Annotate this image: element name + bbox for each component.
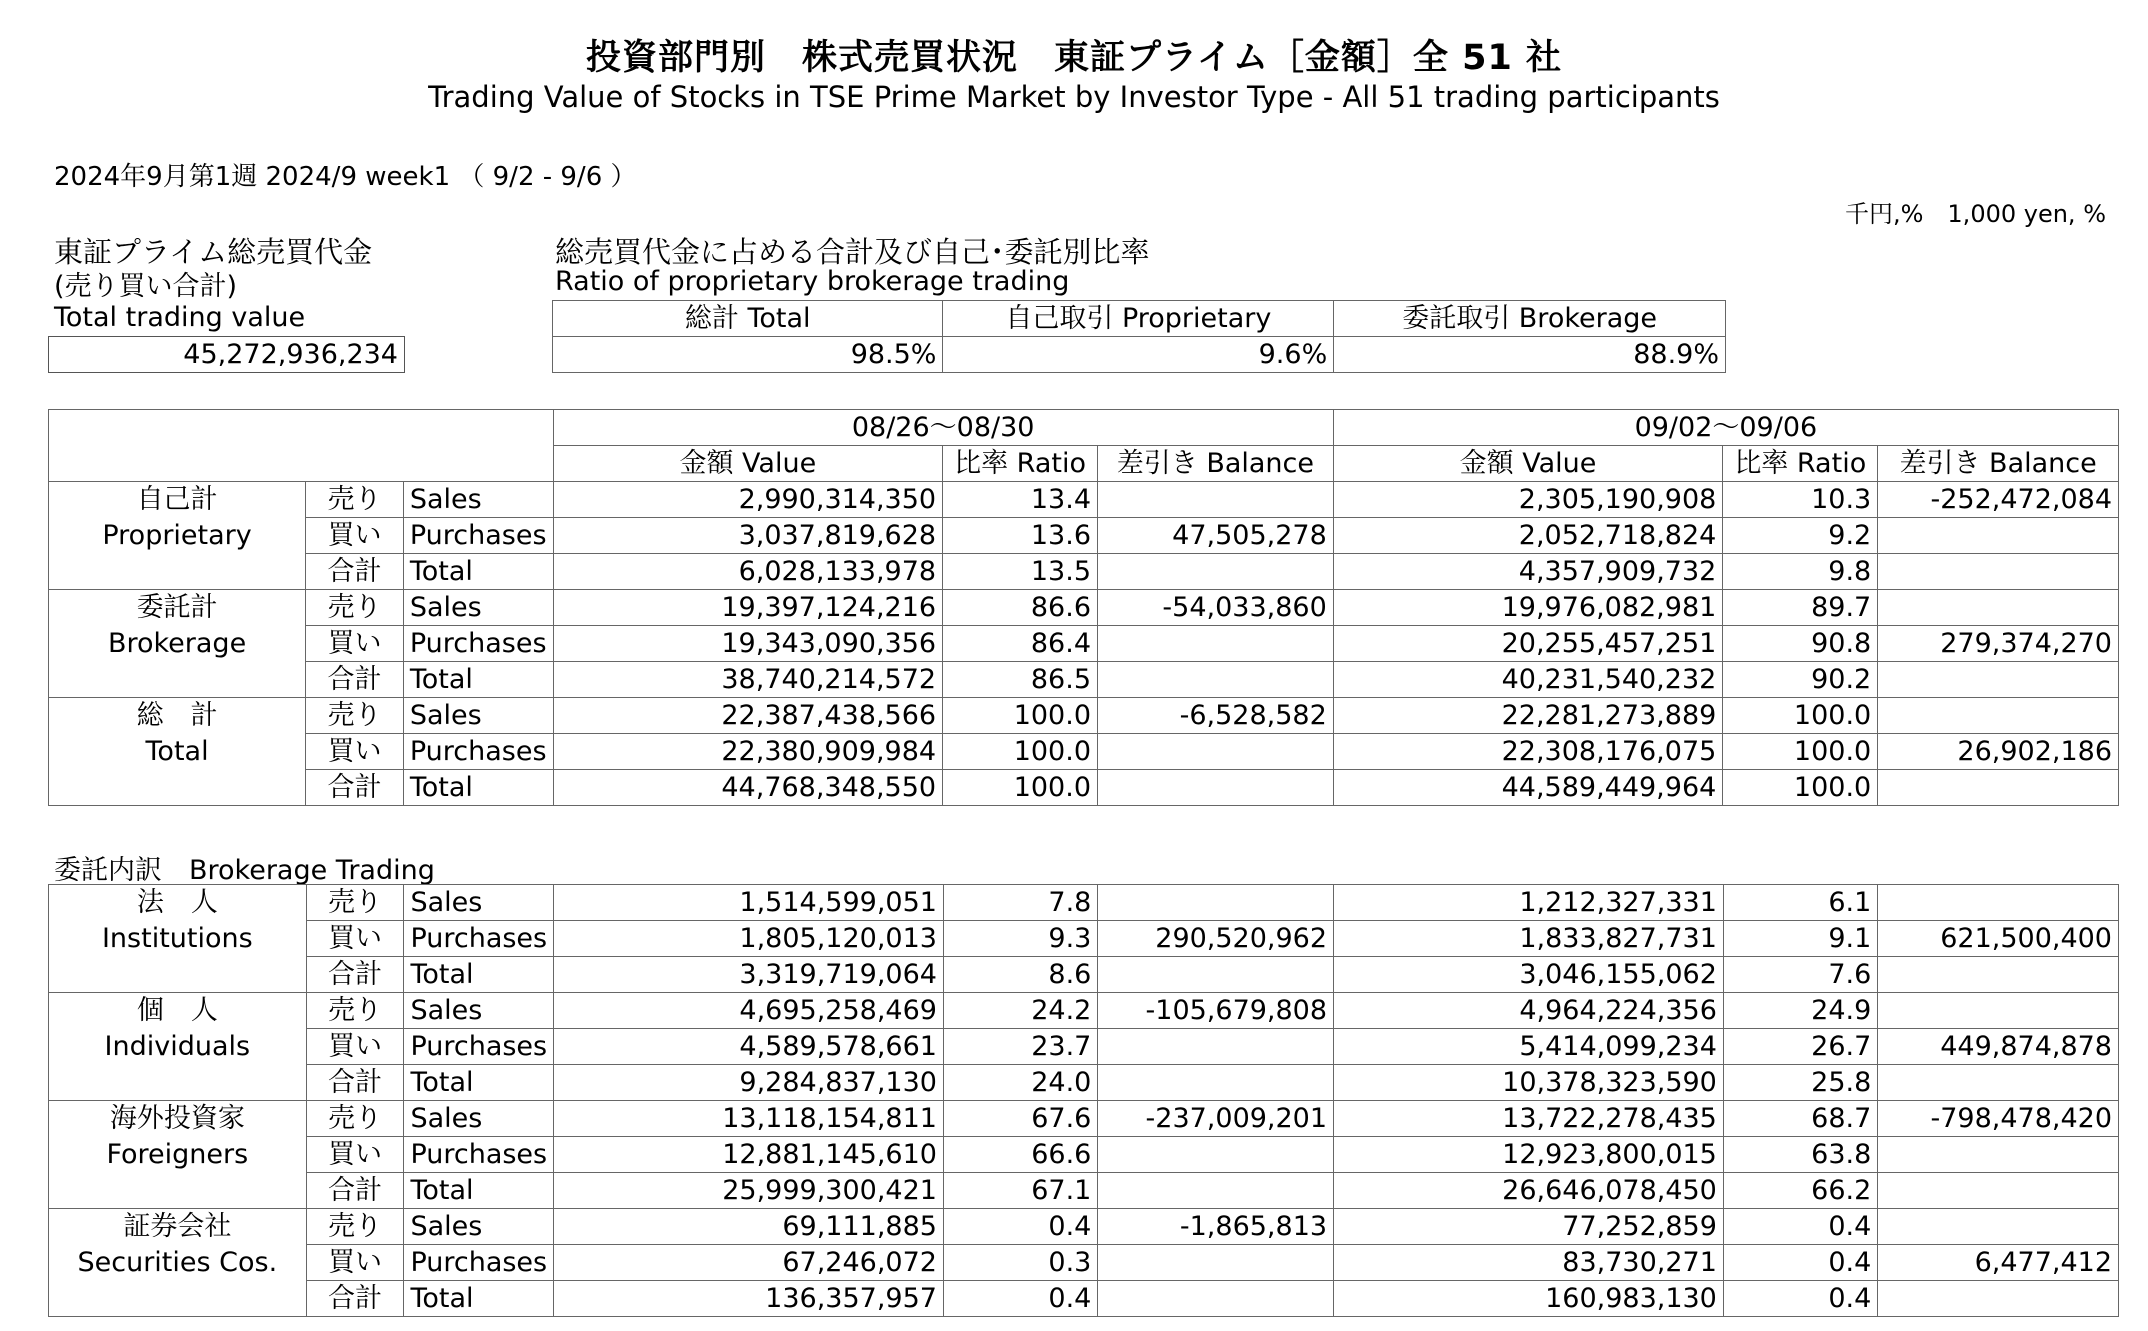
group-label-jp: 法 人 [49,885,307,921]
ratio-period-1: 7.8 [943,885,1097,921]
ratio-period-1: 24.2 [943,993,1097,1029]
balance-period-2 [1878,698,2119,734]
row-type-jp: 合計 [306,957,404,993]
value-period-1: 1,805,120,013 [554,921,944,957]
balance-period-2: 6,477,412 [1878,1245,2119,1281]
table-row [49,770,2119,806]
balance-period-1 [1098,885,1334,921]
ratio-period-1: 13.4 [943,482,1098,518]
row-type-en: Total [403,554,553,590]
ratio-period-2: 0.4 [1723,1281,1877,1317]
value-period-2: 19,976,082,981 [1333,590,1723,626]
ratio-period-2: 100.0 [1723,734,1878,770]
row-type-en: Sales [403,482,553,518]
ratio-period-2: 100.0 [1723,770,1878,806]
ratio-period-2: 100.0 [1723,698,1878,734]
balance-period-2 [1878,770,2119,806]
row-type-jp: 売り [306,993,404,1029]
ratio-period-2: 0.4 [1723,1209,1877,1245]
group-label-en: Institutions [49,921,307,957]
balance-period-2 [1878,590,2119,626]
ratio-value-brokerage: 88.9% [1334,337,1726,373]
value-period-2: 4,964,224,356 [1334,993,1724,1029]
value-period-1: 67,246,072 [554,1245,944,1281]
table-row [49,734,2119,770]
balance-period-1 [1098,1245,1334,1281]
balance-period-2: -252,472,084 [1878,482,2119,518]
table-row [49,993,2119,1029]
balance-period-1: -1,865,813 [1098,1209,1334,1245]
ratio-period-2: 10.3 [1723,482,1878,518]
balance-period-1 [1098,1137,1334,1173]
value-period-1: 4,589,578,661 [554,1029,944,1065]
row-type-en: Purchases [403,734,553,770]
row-type-en: Total [404,1173,554,1209]
value-period-1: 9,284,837,130 [554,1065,944,1101]
balance-period-1 [1098,626,1334,662]
row-type-jp: 合計 [306,662,404,698]
ratio-period-2: 68.7 [1723,1101,1877,1137]
table-row [49,1245,2119,1281]
balance-period-1 [1098,734,1334,770]
ratio-period-1: 86.4 [943,626,1098,662]
row-type-en: Purchases [404,1137,554,1173]
balance-period-2 [1878,885,2119,921]
ratio-period-1: 86.5 [943,662,1098,698]
balance-period-1 [1098,482,1334,518]
ratio-period-2: 9.1 [1723,921,1877,957]
balance-period-2 [1878,662,2119,698]
balance-period-2 [1878,1065,2119,1101]
balance-period-2 [1878,1137,2119,1173]
value-period-2: 83,730,271 [1334,1245,1724,1281]
balance-period-2: 26,902,186 [1878,734,2119,770]
balance-period-2 [1878,1209,2119,1245]
table-row [49,626,2119,662]
ratio-period-1: 0.4 [943,1281,1097,1317]
row-type-jp: 合計 [306,1065,404,1101]
value-period-1: 19,397,124,216 [553,590,943,626]
value-period-2: 22,281,273,889 [1333,698,1723,734]
ratio-period-1: 9.3 [943,921,1097,957]
row-type-en: Total [403,770,553,806]
row-type-jp: 合計 [306,1281,404,1317]
balance-period-2 [1878,1281,2119,1317]
value-period-2: 12,923,800,015 [1334,1137,1724,1173]
table-row [49,482,2119,518]
table-row [49,590,2119,626]
balance-period-1 [1098,662,1334,698]
brokerage-table [48,884,2119,1317]
balance-period-1 [1098,770,1334,806]
value-period-2: 13,722,278,435 [1334,1101,1724,1137]
week-label: 2024年9月第1週 2024/9 week1 （ 9/2 - 9/6 ） [54,162,637,192]
ratio-table [552,300,1726,373]
group-label-en: Total [49,734,306,770]
row-type-en: Total [404,957,554,993]
value-period-1: 3,319,719,064 [554,957,944,993]
ratio-period-1: 67.1 [943,1173,1097,1209]
value-period-1: 13,118,154,811 [554,1101,944,1137]
value-period-1: 12,881,145,610 [554,1137,944,1173]
col-value-1: 金額 Value [553,446,943,482]
ratio-label-en: Ratio of proprietary brokerage trading [555,266,1070,297]
balance-period-2: 621,500,400 [1878,921,2119,957]
ratio-period-2: 9.2 [1723,518,1878,554]
row-type-jp: 買い [306,626,404,662]
main-table [48,409,2119,806]
value-period-1: 3,037,819,628 [553,518,943,554]
ratio-period-2: 25.8 [1723,1065,1877,1101]
balance-period-2 [1878,1173,2119,1209]
value-period-1: 69,111,885 [554,1209,944,1245]
table-row [49,1029,2119,1065]
value-period-1: 136,357,957 [554,1281,944,1317]
table-row [49,518,2119,554]
row-type-en: Purchases [404,921,554,957]
value-period-1: 19,343,090,356 [553,626,943,662]
row-type-en: Sales [404,1101,554,1137]
value-period-2: 1,833,827,731 [1334,921,1724,957]
table-row [49,1065,2119,1101]
ratio-period-1: 8.6 [943,957,1097,993]
balance-period-1 [1098,1029,1334,1065]
group-label-blank [49,1281,307,1317]
value-period-2: 2,052,718,824 [1333,518,1723,554]
value-period-2: 20,255,457,251 [1333,626,1723,662]
balance-period-2 [1878,957,2119,993]
value-period-2: 3,046,155,062 [1334,957,1724,993]
value-period-2: 2,305,190,908 [1333,482,1723,518]
balance-period-2 [1878,993,2119,1029]
ratio-period-1: 23.7 [943,1029,1097,1065]
ratio-period-1: 13.5 [943,554,1098,590]
row-type-jp: 買い [306,734,404,770]
value-period-2: 44,589,449,964 [1333,770,1723,806]
ratio-period-1: 13.6 [943,518,1098,554]
balance-period-2: 279,374,270 [1878,626,2119,662]
total-trading-label-jp: 東証プライム総売買代金 [54,235,373,269]
balance-period-2: 449,874,878 [1878,1029,2119,1065]
table-row [49,1101,2119,1137]
group-label-blank [49,554,306,590]
ratio-period-1: 0.3 [943,1245,1097,1281]
ratio-period-1: 100.0 [943,734,1098,770]
row-type-jp: 合計 [306,554,404,590]
value-period-1: 44,768,348,550 [553,770,943,806]
row-type-jp: 買い [306,921,404,957]
value-period-2: 160,983,130 [1334,1281,1724,1317]
row-type-jp: 合計 [306,1173,404,1209]
col-balance-2: 差引き Balance [1878,446,2119,482]
ratio-period-1: 0.4 [943,1209,1097,1245]
row-type-jp: 売り [306,590,404,626]
group-label-blank [49,662,306,698]
brokerage-section-title: 委託内訳 Brokerage Trading [54,855,435,886]
balance-period-1 [1098,1281,1334,1317]
balance-period-1: 290,520,962 [1098,921,1334,957]
table-row [49,1137,2119,1173]
value-period-2: 4,357,909,732 [1333,554,1723,590]
row-type-en: Purchases [403,626,553,662]
balance-period-1 [1098,1065,1334,1101]
row-type-jp: 買い [306,1029,404,1065]
ratio-period-1: 86.6 [943,590,1098,626]
value-period-2: 10,378,323,590 [1334,1065,1724,1101]
group-label-en: Individuals [49,1029,307,1065]
group-label-en: Proprietary [49,518,306,554]
table-row [49,1281,2119,1317]
row-type-en: Sales [403,590,553,626]
row-type-en: Total [404,1065,554,1101]
ratio-header-total: 総計 Total [553,301,943,337]
balance-period-1: -54,033,860 [1098,590,1334,626]
group-label-jp: 自己計 [49,482,306,518]
balance-period-1: -6,528,582 [1098,698,1334,734]
row-type-jp: 売り [306,1101,404,1137]
group-label-blank [49,1065,307,1101]
period-2-header: 09/02～09/06 [1333,410,2118,446]
balance-period-2: -798,478,420 [1878,1101,2119,1137]
value-period-2: 26,646,078,450 [1334,1173,1724,1209]
ratio-period-1: 100.0 [943,770,1098,806]
col-balance-1: 差引き Balance [1098,446,1334,482]
balance-period-1 [1098,1173,1334,1209]
page-title: 投資部門別 株式売買状況 東証プライム［金額］全 51 社 [585,38,1563,78]
table-row [49,957,2119,993]
value-period-1: 2,990,314,350 [553,482,943,518]
row-type-jp: 買い [306,518,404,554]
ratio-period-1: 67.6 [943,1101,1097,1137]
table-row [49,554,2119,590]
row-type-jp: 売り [306,885,404,921]
group-label-blank [49,770,306,806]
row-type-jp: 買い [306,1137,404,1173]
row-type-en: Purchases [404,1029,554,1065]
row-type-en: Sales [404,885,554,921]
row-type-jp: 売り [306,1209,404,1245]
period-1-header: 08/26～08/30 [553,410,1333,446]
value-period-1: 22,380,909,984 [553,734,943,770]
ratio-value-proprietary: 9.6% [943,337,1334,373]
row-type-en: Purchases [404,1245,554,1281]
col-ratio-2: 比率 Ratio [1723,446,1878,482]
ratio-period-2: 24.9 [1723,993,1877,1029]
ratio-period-2: 0.4 [1723,1245,1877,1281]
col-ratio-1: 比率 Ratio [943,446,1098,482]
balance-period-1: -237,009,201 [1098,1101,1334,1137]
ratio-period-2: 9.8 [1723,554,1878,590]
ratio-period-2: 6.1 [1723,885,1877,921]
balance-period-1 [1098,554,1334,590]
table-row [49,1173,2119,1209]
col-value-2: 金額 Value [1333,446,1723,482]
total-trading-label-en: Total trading value [54,302,306,333]
table-row [49,698,2119,734]
row-type-jp: 売り [306,482,404,518]
value-period-2: 40,231,540,232 [1333,662,1723,698]
value-period-1: 25,999,300,421 [554,1173,944,1209]
ratio-period-1: 66.6 [943,1137,1097,1173]
balance-period-2 [1878,518,2119,554]
ratio-header-proprietary: 自己取引 Proprietary [943,301,1334,337]
ratio-period-2: 7.6 [1723,957,1877,993]
table-row [49,1209,2119,1245]
total-trading-label-jp-sub: (売り買い合計) [54,271,238,302]
group-label-jp: 証券会社 [49,1209,307,1245]
ratio-period-2: 66.2 [1723,1173,1877,1209]
unit-label: 千円,% 1,000 yen, % [1844,200,2106,228]
group-label-jp: 海外投資家 [49,1101,307,1137]
ratio-period-1: 24.0 [943,1065,1097,1101]
balance-period-1 [1098,957,1334,993]
ratio-period-1: 100.0 [943,698,1098,734]
row-type-jp: 売り [306,698,404,734]
group-label-blank [49,1173,307,1209]
value-period-1: 6,028,133,978 [553,554,943,590]
row-type-en: Sales [404,1209,554,1245]
ratio-period-2: 89.7 [1723,590,1878,626]
group-label-jp: 個 人 [49,993,307,1029]
total-trading-value: 45,272,936,234 [48,336,405,373]
value-period-2: 22,308,176,075 [1333,734,1723,770]
value-period-1: 38,740,214,572 [553,662,943,698]
value-period-2: 77,252,859 [1334,1209,1724,1245]
group-label-jp: 総 計 [49,698,306,734]
group-label-en: Securities Cos. [49,1245,307,1281]
ratio-period-2: 90.2 [1723,662,1878,698]
ratio-period-2: 63.8 [1723,1137,1877,1173]
ratio-period-2: 90.8 [1723,626,1878,662]
value-period-1: 22,387,438,566 [553,698,943,734]
balance-period-1: 47,505,278 [1098,518,1334,554]
balance-period-1: -105,679,808 [1098,993,1334,1029]
value-period-2: 1,212,327,331 [1334,885,1724,921]
row-type-jp: 買い [306,1245,404,1281]
group-label-en: Foreigners [49,1137,307,1173]
value-period-1: 1,514,599,051 [554,885,944,921]
value-period-2: 5,414,099,234 [1334,1029,1724,1065]
ratio-value-total: 98.5% [553,337,943,373]
page-subtitle: Trading Value of Stocks in TSE Prime Market by Investor Type - All 51 trading participants [428,80,1720,114]
table-row [49,885,2119,921]
row-type-en: Total [403,662,553,698]
balance-period-2 [1878,554,2119,590]
ratio-period-2: 26.7 [1723,1029,1877,1065]
table-row [49,921,2119,957]
row-type-jp: 合計 [306,770,404,806]
table-row [49,662,2119,698]
ratio-label-jp: 総売買代金に占める合計及び自己･委託別比率 [555,235,1150,269]
header-blank [49,410,554,482]
ratio-header-brokerage: 委託取引 Brokerage [1334,301,1726,337]
row-type-en: Sales [403,698,553,734]
row-type-en: Sales [404,993,554,1029]
group-label-blank [49,957,307,993]
group-label-jp: 委託計 [49,590,306,626]
row-type-en: Purchases [403,518,553,554]
group-label-en: Brokerage [49,626,306,662]
value-period-1: 4,695,258,469 [554,993,944,1029]
row-type-en: Total [404,1281,554,1317]
